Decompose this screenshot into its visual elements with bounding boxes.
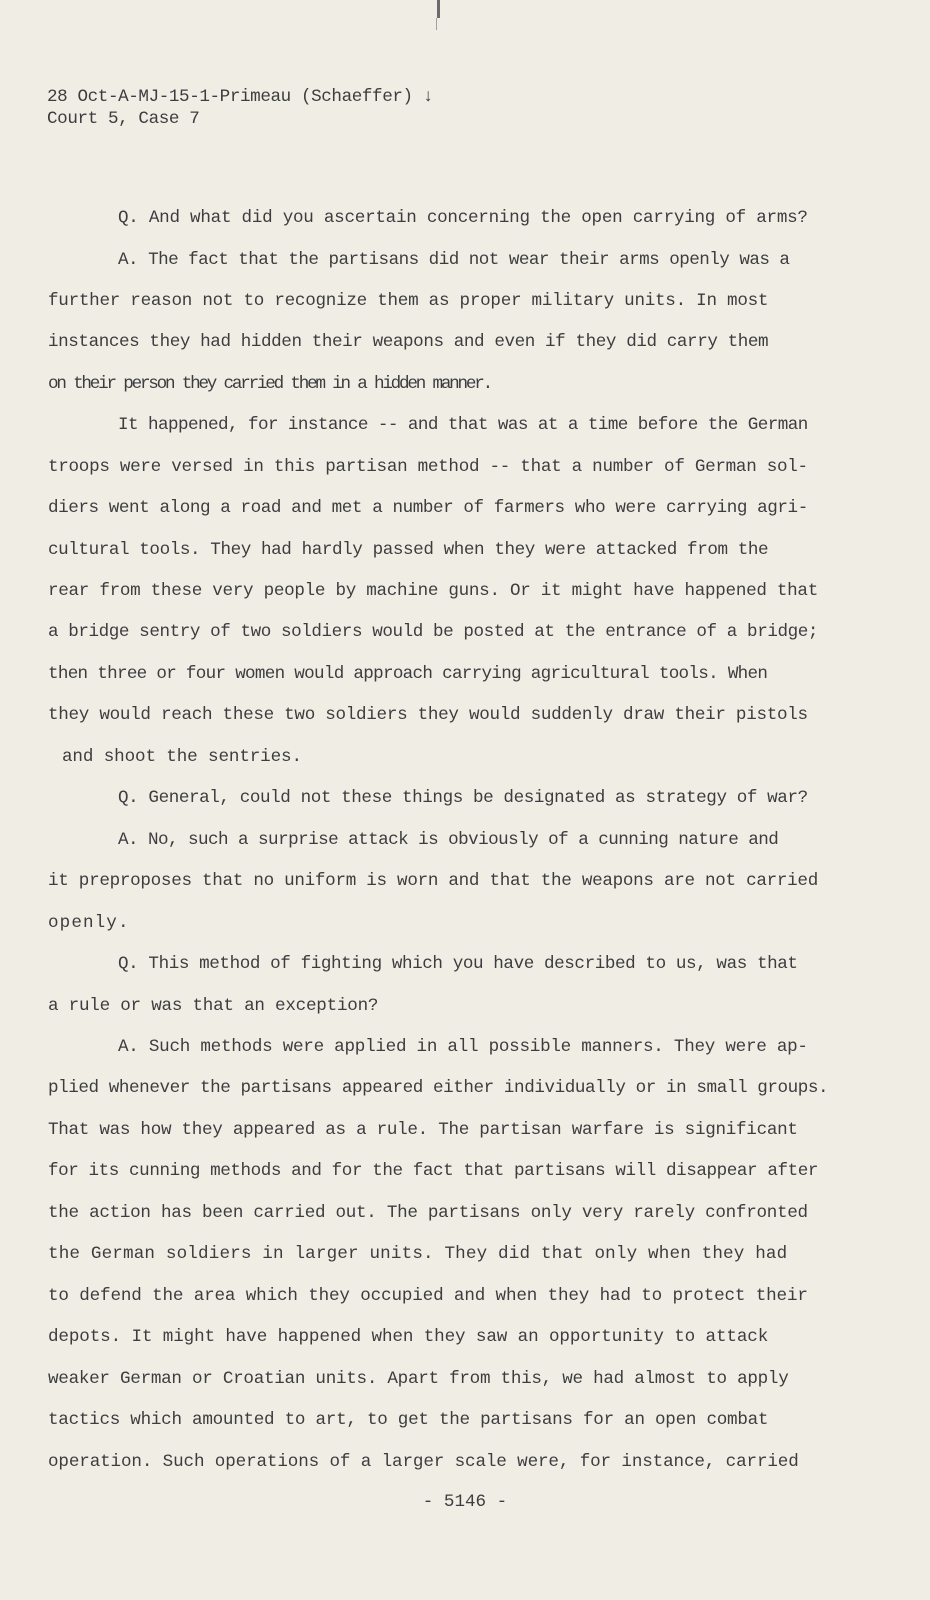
- text-line: and shoot the sentries.: [62, 747, 302, 767]
- page-number: - 5146 -: [422, 1492, 508, 1512]
- text-line: Q. General, could not these things be designated as strategy of war?: [118, 788, 808, 808]
- text-line: plied whenever the partisans appeared either individually or in small groups.: [48, 1078, 829, 1098]
- text-line: to defend the area which they occupied and when they had to protect their: [48, 1286, 808, 1306]
- staple-mark: [437, 0, 440, 18]
- staple-mark-tail: [436, 18, 437, 30]
- text-line: tactics which amounted to art, to get the partisans for an open combat: [48, 1410, 769, 1430]
- text-line: That was how they appeared as a rule. The partisan warfare is significant: [48, 1120, 798, 1140]
- text-line: A. The fact that the partisans did not wear their arms openly was a: [118, 250, 790, 270]
- text-line: the German soldiers in larger units. They did that only when they had: [48, 1244, 788, 1264]
- text-line: weaker German or Croatian units. Apart from this, we had almost to apply: [48, 1369, 789, 1389]
- text-line: then three or four women would approach carrying agricultural tools. When: [48, 664, 768, 684]
- text-line: they would reach these two soldiers they would suddenly draw their pistols: [48, 705, 808, 725]
- text-line: cultural tools. They had hardly passed when they were attacked from the: [48, 540, 769, 560]
- text-line: A. Such methods were applied in all possible manners. They were ap-: [118, 1037, 808, 1057]
- text-line: it preproposes that no uniform is worn and that the weapons are not carried: [48, 871, 818, 891]
- text-line: for its cunning methods and for the fact that partisans will disappear after: [48, 1161, 818, 1181]
- header-reference: 28 Oct-A-MJ-15-1-Primeau (Schaeffer) ↓: [47, 87, 434, 107]
- document-header: [47, 86, 433, 130]
- text-line: It happened, for instance -- and that was at a time before the German: [118, 415, 808, 435]
- text-line: a bridge sentry of two soldiers would be posted at the entrance of a bridge;: [48, 622, 818, 642]
- text-line: further reason not to recognize them as proper military units. In most: [48, 291, 769, 311]
- header-court-case: Court 5, Case 7: [47, 109, 200, 129]
- text-line: instances they had hidden their weapons and even if they did carry them: [48, 332, 769, 352]
- text-line: A. No, such a surprise attack is obviously of a cunning nature and: [118, 830, 779, 850]
- text-line: Q. This method of fighting which you have described to us, was that: [118, 954, 798, 974]
- text-line: operation. Such operations of a larger scale were, for instance, carried: [48, 1452, 799, 1472]
- text-line: Q. And what did you ascertain concerning the open carrying of arms?: [118, 208, 808, 228]
- text-line: a rule or was that an exception?: [48, 996, 379, 1016]
- text-line: rear from these very people by machine guns. Or it might have happened that: [48, 581, 818, 601]
- text-line: the action has been carried out. The partisans only very rarely confronted: [48, 1203, 808, 1223]
- text-line: openly.: [48, 913, 130, 933]
- text-line: diers went along a road and met a number of farmers who were carrying agri-: [48, 498, 808, 518]
- text-line: on their person they carried them in a hidden manner.: [48, 374, 491, 394]
- text-line: troops were versed in this partisan method -- that a number of German sol-: [48, 457, 808, 477]
- text-line: depots. It might have happened when they saw an opportunity to attack: [48, 1327, 769, 1347]
